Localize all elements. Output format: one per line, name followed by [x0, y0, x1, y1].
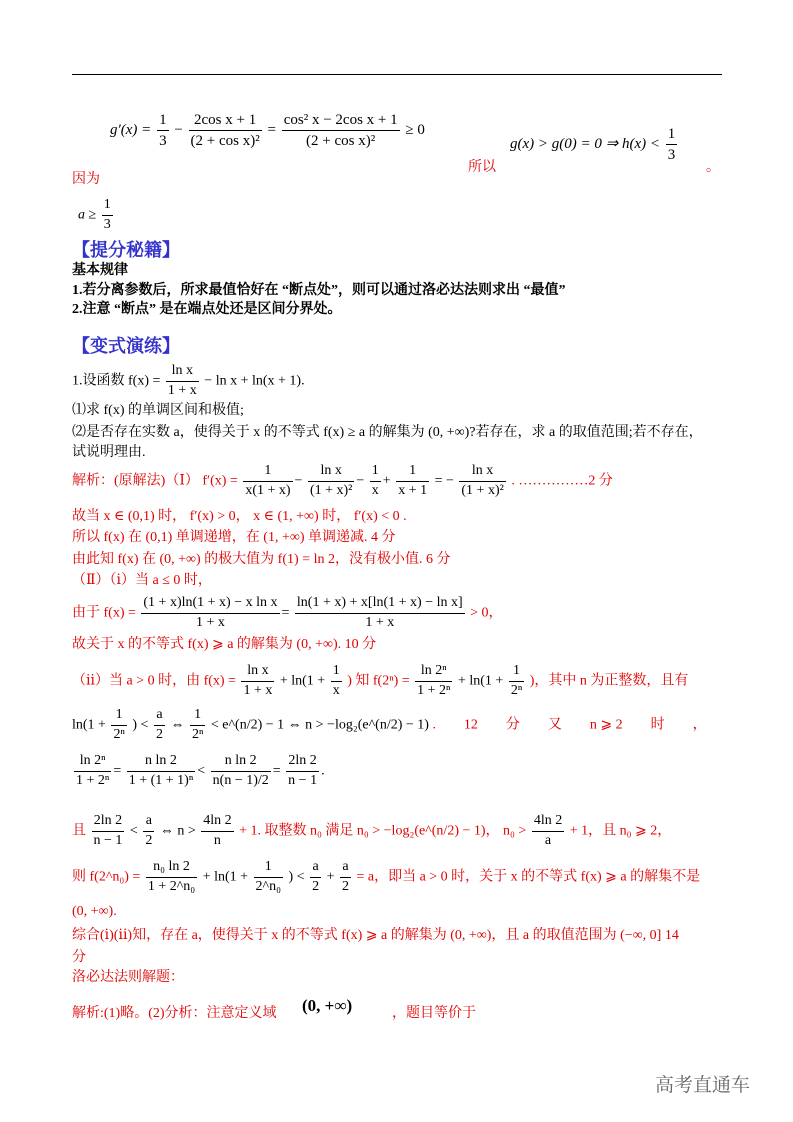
- fraction: $\frac{1}{3}$: [159, 112, 167, 150]
- solution-line-8: （ⅱ）当 a > 0 时，由 f(x) = $\frac{\text{ln x}}{1 + x}$ + ln(1 + $\frac{1}{x}$ ) 知 f(2ⁿ) = $\frac{\text{ln 2ⁿ}}{\text{1 + 2ⁿ}}$ + ln(1 + $\frac{1}{\text{2ⁿ}}$ )，其中 n 为正整数，且有: [72, 663, 689, 698]
- domain-expression: (0, +∞): [302, 996, 353, 1015]
- header-rule: [72, 74, 722, 75]
- question-part2-cont: 试说明理由.: [72, 445, 146, 460]
- formula-text: g′(x) =: [110, 122, 152, 139]
- question-part2: ⑵是否存在实数 a，使得关于 x 的不等式 f(x) ≥ a 的解集为 (0, +∞)?若存在，求 a 的取值范围;若不存在，: [72, 425, 703, 440]
- derivative-formula: g′(x) = $\frac{1}{3}$ − $\frac{\text{2cos x + 1}}{\text{(2 + cos x)²}}$ = $\frac{\text{cos² x − 2cos x + 1}}{\text{(2 + cos x)²}}$ ≥ 0: [110, 110, 425, 152]
- practice-heading: 【变式演练】: [72, 336, 180, 356]
- conclusion-formula: g(x) > g(0) = 0 ⇒ h(x) < $\frac{1}{3}$: [510, 126, 676, 164]
- solution-line-9: ln(1 + $\frac{1}{\text{2ⁿ}}$ ) < $\frac{a}{2}$ ⇔ $\frac{1}{\text{2ⁿ}}$ < e^(n/2) − 1 ⇔ n > −log₂(e^(n/2) − 1) . 12 分 又 n ⩾ 2 时 ，: [72, 707, 707, 742]
- solution-line-15: 分: [72, 950, 86, 965]
- solution-line-3: 所以 f(x) 在 (0,1) 单调递增，在 (1, +∞) 单调递减. 4 分: [72, 530, 396, 545]
- tips-heading: 【提分秘籍】: [72, 240, 180, 260]
- solution-line-10: $\frac{\text{ln 2ⁿ}}{\text{1 + 2ⁿ}}$ = $\frac{\text{n ln 2}}{\text{1 + (1 + 1)ⁿ}}$ < $\frac{\text{n ln 2}}{n(n - 1)/2}$ = $\frac{2\ln 2}{n - 1}$ .: [76, 753, 325, 788]
- fraction: $\frac{\text{cos² x − 2cos x + 1}}{\text{(2 + cos x)²}}$: [283, 112, 398, 150]
- suoyi-label: 所以: [468, 160, 496, 175]
- solution-line-7: 故关于 x 的不等式 f(x) ⩾ a 的解集为 (0, +∞). 10 分: [72, 637, 377, 652]
- tips-item: 2.注意 “断点” 是在端点处还是区间分界处。: [72, 302, 342, 317]
- solution-line-12: 则 f(2^n₀) = $\frac{\text{n₀ ln 2}}{\text{1 + 2\textasciicircum{}n₀}}$ + ln(1 + $\frac{1}{\text{2\textasciicircum{}n₀}}$ ) < $\frac{a}{2}$ + $\frac{a}{2}$ = a，即当 a > 0 时，关于 x 的不等式 f(x) ⩾ a 的解集不是: [72, 859, 701, 894]
- yinwei-label: 因为: [72, 172, 100, 187]
- solution-line-13: (0, +∞).: [72, 904, 117, 919]
- question-part1: ⑴求 f(x) 的单调区间和极值;: [72, 403, 244, 418]
- solution-line-4: 由此知 f(x) 在 (0, +∞) 的极大值为 f(1) = ln 2，没有极小值. 6 分: [72, 552, 451, 567]
- solution-line-6: 由于 f(x) = $\frac{\text{(1 + x)ln(1 + x) − x ln x}}{1 + x}$ = $\frac{\text{ln(1 + x) + x[ln(1 + x) − ln x]}}{1 + x}$ > 0，: [72, 595, 503, 630]
- watermark: 高考直通车: [655, 1074, 751, 1096]
- solution-line-17-suffix: ，题目等价于: [392, 1006, 476, 1021]
- a-result: a ≥ $\frac{1}{3}$: [78, 197, 111, 232]
- solution-line-16: 洛必达法则解题：: [72, 970, 184, 985]
- period: 。: [706, 160, 720, 175]
- solution-line-11: 且 $\frac{2\ln 2}{n - 1}$ < $\frac{a}{2}$ ⇔ n > $\frac{4\ln 2}{n}$ + 1. 取整数 n₀ 满足 n₀ > −log₂(e^(n/2) − 1)， n₀ > $\frac{4\ln 2}{a}$ + 1，且 n₀ ⩾ 2，: [72, 813, 672, 848]
- solution-line-1: 解析：(原解法)（Ⅰ） f′(x) = $\frac{1}{x(1 + x)}$ − $\frac{\text{ln x}}{\text{(1 + x)²}}$ − $\frac{1}{x}$ + $\frac{1}{x + 1}$ = − $\frac{\text{ln x}}{\text{(1 + x)²}}$ . ……………2 分: [72, 463, 613, 498]
- solution-line-14: 综合(ⅰ)(ⅱ)知，存在 a，使得关于 x 的不等式 f(x) ⩾ a 的解集为 (0, +∞)，且 a 的取值范围为 (−∞, 0] 14: [72, 928, 679, 943]
- tips-item: 1.若分离参数后，所求最值恰好在 “断点处”，则可以通过洛必达法则求出 “最值”: [72, 283, 566, 298]
- fraction: $\frac{\text{2cos x + 1}}{\text{(2 + cos x)²}}$: [190, 112, 260, 150]
- solution-line-17: 解析:(1)略。(2)分析：注意定义域: [72, 1006, 277, 1021]
- question: 1.设函数 f(x) = $\frac{\text{ln x}}{1 + x}$ − ln x + ln(x + 1).: [72, 363, 305, 398]
- solution-line-2: 故当 x ∈ (0,1) 时， f′(x) > 0， x ∈ (1, +∞) 时， f′(x) < 0 .: [72, 509, 407, 524]
- tips-subheading: 基本规律: [72, 263, 128, 278]
- solution-line-5: （Ⅱ）（ⅰ）当 a ≤ 0 时，: [72, 573, 212, 588]
